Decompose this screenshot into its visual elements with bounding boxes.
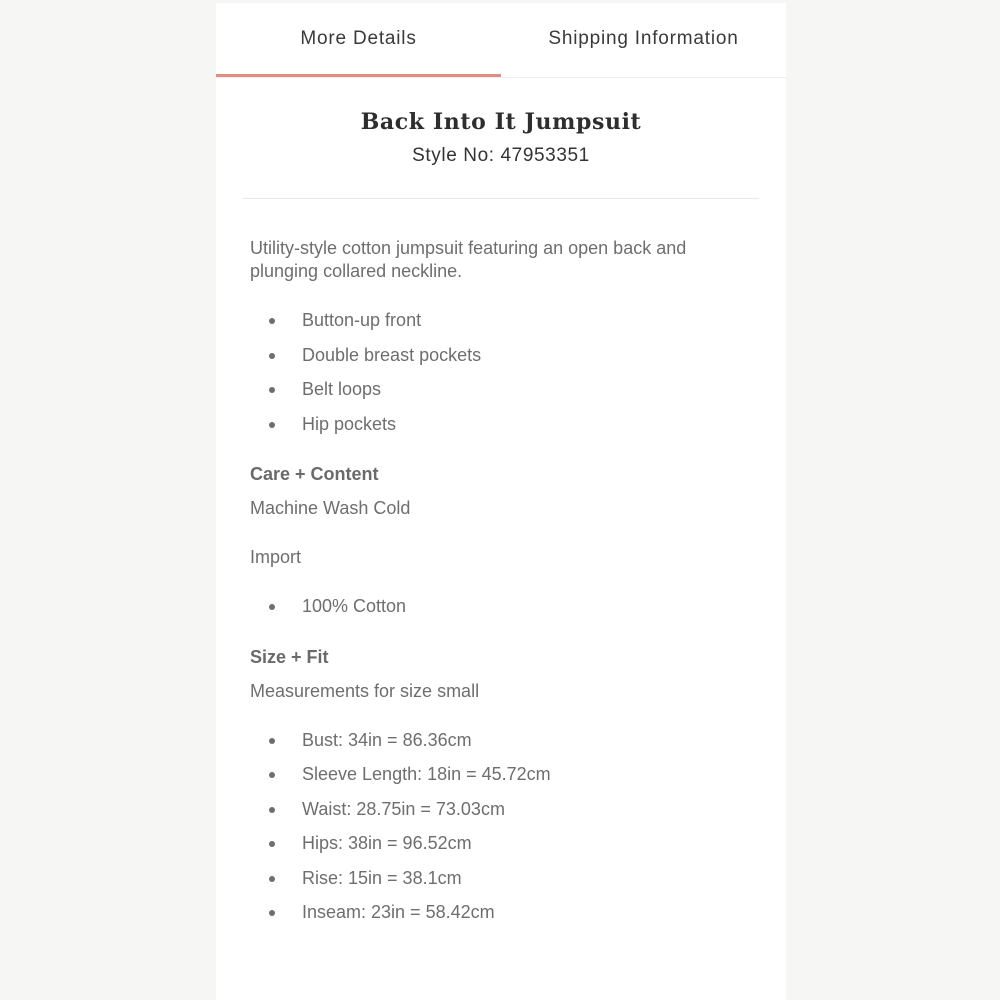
details-content <box>216 237 786 930</box>
list-item <box>250 372 752 407</box>
tab-more-details[interactable] <box>216 3 501 77</box>
list-item <box>250 723 752 758</box>
list-item <box>250 303 752 338</box>
product-description: Utility-style cotton jumpsuit featuring an open back and plunging collared neckline. <box>250 238 687 281</box>
measurements-list <box>250 723 752 930</box>
measurement-text: Sleeve Length: 18in = 45.72cm <box>302 764 551 784</box>
bullet-icon <box>269 841 275 847</box>
feature-text: Belt loops <box>302 379 382 399</box>
header-divider <box>243 198 759 199</box>
list-item <box>250 895 752 930</box>
measurement-text: Hips: 38in = 96.52cm <box>302 833 472 853</box>
list-item <box>250 792 752 827</box>
material-text: 100% Cotton <box>302 596 407 616</box>
care-content-heading: Care + Content <box>250 464 379 484</box>
care-origin: Import <box>250 547 302 567</box>
product-title: Back Into It Jumpsuit <box>360 109 642 135</box>
bullet-icon <box>269 422 275 428</box>
product-details-panel <box>216 3 786 1000</box>
measurement-text: Inseam: 23in = 58.42cm <box>302 902 495 922</box>
feature-text: Button-up front <box>302 310 422 330</box>
product-header <box>216 106 786 168</box>
measurement-text: Rise: 15in = 38.1cm <box>302 867 462 888</box>
size-fit-heading: Size + Fit <box>250 646 329 667</box>
bullet-icon <box>269 604 275 610</box>
bullet-icon <box>269 318 275 324</box>
list-item <box>250 407 752 442</box>
style-number: Style No: 47953351 <box>412 145 590 166</box>
list-item <box>250 757 752 792</box>
tab-bar <box>216 3 786 78</box>
tab-shipping-information[interactable] <box>501 3 786 77</box>
list-item <box>250 338 752 373</box>
bullet-icon <box>269 807 275 813</box>
bullet-icon <box>269 876 275 882</box>
list-item <box>250 589 752 624</box>
tab-shipping-information-label: Shipping Information <box>548 27 739 49</box>
materials-list <box>250 589 752 624</box>
bullet-icon <box>269 738 275 744</box>
feature-list <box>250 303 752 441</box>
list-item <box>250 861 752 896</box>
care-wash-instructions: Machine Wash Cold <box>250 498 411 518</box>
bullet-icon <box>269 910 275 916</box>
tab-more-details-label: More Details <box>300 27 417 49</box>
active-tab-indicator <box>216 74 501 77</box>
feature-text: Double breast pockets <box>302 344 482 365</box>
measurement-text: Bust: 34in = 86.36cm <box>302 729 472 750</box>
list-item <box>250 826 752 861</box>
bullet-icon <box>269 387 275 393</box>
feature-text: Hip pockets <box>302 413 397 434</box>
bullet-icon <box>269 772 275 778</box>
bullet-icon <box>269 353 275 359</box>
measurement-text: Waist: 28.75in = 73.03cm <box>302 798 505 819</box>
size-intro: Measurements for size small <box>250 680 480 701</box>
